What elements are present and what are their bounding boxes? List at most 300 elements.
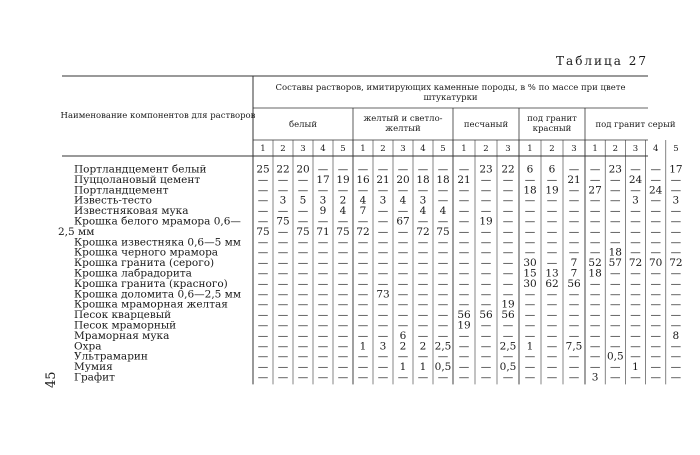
table-cell: —: [480, 205, 492, 218]
table-cell: —: [377, 257, 389, 270]
table-cell: —: [524, 236, 536, 249]
table-cell: —: [670, 267, 682, 280]
table-cell: —: [589, 350, 601, 363]
table-cell: 27: [588, 184, 602, 197]
table-cell: —: [524, 205, 536, 218]
table-cell: —: [546, 225, 558, 238]
table-cell: 3: [319, 194, 327, 207]
table-cell: —: [317, 288, 329, 301]
table-cell: —: [297, 298, 309, 311]
compositions-header-line2: штукатурки: [423, 93, 478, 103]
table-cell: 8: [672, 329, 680, 342]
table-cell: 70: [649, 257, 663, 270]
color-group-header: желтый: [385, 124, 421, 134]
table-cell: —: [277, 246, 289, 259]
table-cell: —: [670, 361, 682, 374]
table-cell: —: [610, 173, 621, 186]
table-cell: —: [524, 371, 536, 384]
table-cell: 1: [526, 340, 534, 353]
table-cell: 75: [276, 215, 290, 228]
table-cell: 2: [399, 340, 407, 353]
table-cell: —: [650, 205, 661, 218]
table-cell: —: [610, 205, 621, 218]
table-body: [58, 164, 683, 384]
table-cell: —: [589, 309, 601, 322]
color-group-header: красный: [532, 124, 572, 134]
table-cell: —: [337, 371, 349, 384]
table-cell: —: [630, 267, 641, 280]
table-cell: —: [502, 225, 514, 238]
table-cell: —: [589, 319, 601, 332]
table-cell: —: [297, 309, 309, 322]
table-cell: 2,5: [434, 340, 452, 353]
table-cell: 72: [669, 257, 683, 270]
column-number: 1: [527, 144, 533, 154]
column-number: 3: [632, 144, 639, 154]
column-number: 2: [280, 144, 286, 154]
table-cell: 30: [523, 277, 537, 290]
table-cell: —: [589, 298, 601, 311]
table-cell: —: [417, 371, 429, 384]
table-cell: —: [630, 288, 641, 301]
table-cell: 23: [608, 163, 622, 176]
table-cell: —: [377, 225, 389, 238]
table-cell: 0,5: [606, 350, 624, 363]
color-group-header: желтый и светло-: [363, 114, 443, 124]
table-cell: —: [437, 288, 449, 301]
table-cell: —: [630, 225, 641, 238]
table-cell: —: [257, 257, 269, 270]
table-cell: —: [437, 267, 449, 280]
column-number: 1: [461, 144, 467, 154]
table-cell: —: [337, 236, 349, 249]
table-cell: —: [337, 184, 349, 197]
table-cell: —: [257, 277, 269, 290]
table-cell: —: [524, 225, 536, 238]
table-cell: —: [568, 215, 580, 228]
table-cell: —: [317, 350, 329, 363]
table-cell: —: [610, 277, 621, 290]
table-cell: —: [480, 184, 492, 197]
table-cell: 56: [567, 277, 581, 290]
table-cell: —: [650, 309, 661, 322]
table-cell: 73: [376, 288, 390, 301]
table-cell: —: [357, 350, 369, 363]
table-cell: —: [670, 277, 682, 290]
table-cell: —: [568, 225, 580, 238]
table-cell: —: [568, 319, 580, 332]
table-cell: 16: [356, 173, 370, 186]
table-cell: —: [546, 329, 558, 342]
table-cell: —: [589, 215, 601, 228]
table-cell: 22: [276, 163, 290, 176]
table-cell: —: [257, 205, 269, 218]
table-cell: —: [317, 257, 329, 270]
table-cell: —: [458, 340, 470, 353]
table-cell: —: [417, 277, 429, 290]
table-cell: —: [337, 329, 349, 342]
table-cell: —: [337, 361, 349, 374]
table-cell: —: [297, 236, 309, 249]
table-cell: —: [297, 257, 309, 270]
table-cell: 6: [526, 163, 534, 176]
table-cell: —: [650, 173, 661, 186]
table-cell: —: [650, 236, 661, 249]
table-cell: —: [417, 288, 429, 301]
table-cell: —: [546, 215, 558, 228]
table-cell: —: [650, 288, 661, 301]
column-number: 5: [340, 144, 346, 154]
table-cell: —: [480, 361, 492, 374]
column-number: 2: [612, 144, 619, 154]
table-cell: —: [317, 277, 329, 290]
column-number: 4: [320, 144, 326, 154]
table-cell: —: [337, 277, 349, 290]
table-cell: —: [437, 236, 449, 249]
table-cell: —: [502, 246, 514, 259]
table-cell: —: [670, 215, 682, 228]
table-cell: 4: [439, 205, 447, 218]
table-cell: —: [670, 350, 682, 363]
table-cell: —: [502, 350, 514, 363]
table-cell: —: [417, 163, 429, 176]
table-cell: 3: [379, 340, 387, 353]
table-cell: —: [417, 319, 429, 332]
table-cell: —: [417, 298, 429, 311]
table-cell: 57: [608, 257, 622, 270]
component-name: Мумия: [74, 361, 113, 374]
table-cell: —: [670, 298, 682, 311]
table-cell: —: [546, 340, 558, 353]
table-cell: —: [317, 236, 329, 249]
table-cell: —: [502, 371, 514, 384]
table-cell: —: [377, 329, 389, 342]
table-cell: 2: [419, 340, 427, 353]
table-cell: —: [337, 215, 349, 228]
table-cell: —: [524, 194, 536, 207]
table-cell: —: [458, 298, 470, 311]
table-cell: —: [417, 329, 429, 342]
column-number: 5: [673, 144, 679, 154]
component-name: Пуццолановый цемент: [74, 173, 201, 186]
table-cell: —: [589, 225, 601, 238]
table-cell: 2,5: [499, 340, 517, 353]
table-cell: —: [670, 371, 682, 384]
table-cell: —: [568, 361, 580, 374]
component-name: Крошка известняка 0,6—5 мм: [74, 236, 241, 249]
table-cell: —: [277, 236, 289, 249]
table-cell: 30: [523, 257, 537, 270]
table-cell: —: [277, 288, 289, 301]
table-cell: —: [357, 277, 369, 290]
table-cell: —: [377, 361, 389, 374]
table-cell: —: [568, 309, 580, 322]
table-cell: —: [610, 371, 621, 384]
table-cell: —: [257, 288, 269, 301]
table-cell: —: [397, 267, 409, 280]
table-cell: —: [670, 225, 682, 238]
table-cell: —: [546, 236, 558, 249]
table-cell: —: [546, 194, 558, 207]
table-cell: —: [568, 236, 580, 249]
table-cell: —: [257, 184, 269, 197]
table-cell: —: [377, 246, 389, 259]
table-cell: —: [317, 361, 329, 374]
table-cell: —: [277, 225, 289, 238]
table-cell: —: [317, 184, 329, 197]
component-name: Крошка лабрадорита: [74, 267, 192, 280]
table-cell: 56: [479, 309, 493, 322]
table-cell: 20: [396, 173, 410, 186]
table-cell: 3: [672, 194, 680, 207]
table-title: Таблица 27: [556, 54, 648, 68]
table-cell: —: [317, 298, 329, 311]
components-column-header: Наименование компонентов для растворов: [60, 111, 256, 121]
table-cell: —: [458, 329, 470, 342]
table-cell: —: [568, 298, 580, 311]
table-cell: —: [277, 267, 289, 280]
table-cell: —: [458, 194, 470, 207]
component-name: Портландцемент: [74, 184, 169, 197]
table-cell: —: [589, 194, 601, 207]
table-cell: —: [630, 215, 641, 228]
table-cell: —: [337, 257, 349, 270]
table-cell: —: [480, 329, 492, 342]
table-cell: —: [524, 288, 536, 301]
table-cell: —: [257, 340, 269, 353]
table-cell: 24: [649, 184, 663, 197]
table-cell: —: [589, 246, 601, 259]
table-cell: —: [357, 163, 369, 176]
table-cell: 1: [632, 361, 639, 374]
table-cell: —: [277, 371, 289, 384]
table-cell: —: [670, 319, 682, 332]
table-cell: —: [610, 340, 621, 353]
table-cell: 7: [359, 205, 367, 218]
table-cell: —: [524, 319, 536, 332]
table-cell: —: [357, 267, 369, 280]
table-cell: —: [437, 246, 449, 259]
table-cell: 1: [419, 361, 427, 374]
table-cell: —: [524, 350, 536, 363]
table-cell: —: [568, 205, 580, 218]
table-cell: 7,5: [565, 340, 583, 353]
table-cell: 56: [501, 309, 515, 322]
table-cell: —: [670, 205, 682, 218]
table-cell: —: [480, 257, 492, 270]
component-name: Графит: [74, 371, 115, 384]
table-cell: —: [257, 309, 269, 322]
table-cell: —: [257, 246, 269, 259]
table-cell: —: [589, 236, 601, 249]
table-cell: —: [502, 184, 514, 197]
table-cell: —: [502, 205, 514, 218]
table-header: [61, 83, 679, 154]
component-name: Известняковая мука: [74, 205, 189, 218]
table-cell: 3: [591, 371, 599, 384]
table-cell: —: [337, 163, 349, 176]
table-cell: 1: [399, 361, 407, 374]
table-cell: —: [458, 246, 470, 259]
table-cell: 18: [588, 267, 602, 280]
table-cell: —: [546, 309, 558, 322]
table-cell: —: [458, 350, 470, 363]
table-cell: —: [610, 329, 621, 342]
compositions-header: Составы растворов, имитирующих каменные породы, в % по массе при цвете: [275, 83, 626, 93]
table-cell: —: [317, 246, 329, 259]
table-cell: —: [650, 277, 661, 290]
table-cell: —: [377, 163, 389, 176]
component-name: Ультрамарин: [74, 350, 148, 363]
table-cell: —: [650, 225, 661, 238]
table-cell: —: [502, 173, 514, 186]
table-cell: —: [417, 246, 429, 259]
table-cell: —: [377, 350, 389, 363]
table-cell: —: [650, 194, 661, 207]
table-cell: —: [650, 246, 661, 259]
table-cell: 75: [436, 225, 450, 238]
table-cell: —: [546, 205, 558, 218]
table-cell: —: [480, 371, 492, 384]
table-cell: —: [337, 298, 349, 311]
table-cell: —: [524, 173, 536, 186]
table-cell: 17: [669, 163, 683, 176]
table-cell: —: [397, 371, 409, 384]
table-cell: —: [589, 340, 601, 353]
table-cell: —: [357, 288, 369, 301]
table-cell: 72: [628, 257, 643, 270]
table-cell: —: [437, 371, 449, 384]
table-cell: —: [397, 257, 409, 270]
table-cell: —: [297, 267, 309, 280]
color-group-header: песчаный: [463, 120, 509, 130]
table-cell: —: [502, 215, 514, 228]
table-cell: —: [650, 350, 661, 363]
table-cell: —: [480, 340, 492, 353]
table-cell: —: [650, 340, 661, 353]
table-cell: —: [437, 309, 449, 322]
table-cell: —: [630, 236, 641, 249]
column-number: 2: [549, 144, 555, 154]
table-cell: —: [277, 205, 289, 218]
table-cell: —: [480, 267, 492, 280]
table-cell: —: [297, 319, 309, 332]
table-cell: 17: [316, 173, 330, 186]
table-cell: —: [297, 340, 309, 353]
table-cell: —: [377, 267, 389, 280]
table-cell: —: [480, 225, 492, 238]
table-cell: 21: [376, 173, 390, 186]
table-cell: 19: [336, 173, 350, 186]
column-number: 3: [571, 144, 577, 154]
table-cell: —: [397, 277, 409, 290]
table-cell: —: [297, 288, 309, 301]
table-cell: —: [397, 246, 409, 259]
table-cell: —: [480, 173, 492, 186]
table-cell: —: [297, 215, 309, 228]
table-cell: —: [630, 309, 641, 322]
table-cell: —: [630, 246, 641, 259]
table-cell: —: [630, 329, 641, 342]
table-cell: —: [546, 319, 558, 332]
table-cell: —: [650, 298, 661, 311]
table-cell: —: [337, 288, 349, 301]
table-cell: —: [297, 371, 309, 384]
table-cell: 6: [399, 329, 407, 342]
table-cell: —: [377, 215, 389, 228]
table-cell: 3: [279, 194, 287, 207]
table-cell: —: [610, 194, 621, 207]
page-number: 45: [44, 371, 59, 388]
table-cell: —: [257, 194, 269, 207]
table-cell: —: [650, 361, 661, 374]
table-cell: —: [417, 215, 429, 228]
table-cell: —: [568, 350, 580, 363]
table-cell: —: [670, 246, 682, 259]
table-cell: —: [357, 309, 369, 322]
table-cell: —: [568, 329, 580, 342]
table-cell: —: [277, 173, 289, 186]
table-cell: —: [437, 163, 449, 176]
table-cell: 21: [567, 173, 581, 186]
table-cell: —: [610, 184, 621, 197]
table-cell: 72: [356, 225, 370, 238]
table-cell: —: [546, 298, 558, 311]
column-number: 4: [420, 144, 426, 154]
table-cell: —: [397, 319, 409, 332]
table-cell: —: [257, 215, 269, 228]
table-cell: 24: [628, 173, 643, 186]
table-cell: —: [568, 194, 580, 207]
column-number: 2: [380, 144, 386, 154]
table-cell: 19: [545, 184, 559, 197]
table-cell: —: [458, 371, 470, 384]
table-cell: —: [480, 246, 492, 259]
table-cell: —: [357, 257, 369, 270]
table-cell: —: [630, 319, 641, 332]
table-cell: —: [589, 361, 601, 374]
table-cell: 0,5: [434, 361, 452, 374]
table-cell: —: [524, 215, 536, 228]
table-cell: —: [502, 329, 514, 342]
table-cell: —: [610, 298, 621, 311]
table-cell: —: [397, 236, 409, 249]
table-cell: —: [257, 329, 269, 342]
table-cell: 3: [632, 194, 639, 207]
table-cell: —: [277, 319, 289, 332]
table-cell: —: [502, 194, 514, 207]
component-name: Портландцемент белый: [74, 163, 207, 176]
table-cell: —: [502, 319, 514, 332]
table-cell: 3: [379, 194, 387, 207]
table-cell: —: [650, 371, 661, 384]
table-cell: 4: [399, 194, 407, 207]
table-cell: —: [480, 194, 492, 207]
table-cell: —: [277, 350, 289, 363]
table-cell: —: [589, 163, 601, 176]
table-cell: —: [437, 319, 449, 332]
table-cell: 7: [570, 267, 578, 280]
table-cell: —: [524, 329, 536, 342]
table-cell: —: [670, 236, 682, 249]
table-cell: —: [437, 215, 449, 228]
table-cell: —: [589, 277, 601, 290]
table-cell: —: [589, 173, 601, 186]
table-cell: —: [317, 309, 329, 322]
table-cell: —: [650, 319, 661, 332]
table-cell: 1: [359, 340, 367, 353]
table-cell: —: [417, 350, 429, 363]
